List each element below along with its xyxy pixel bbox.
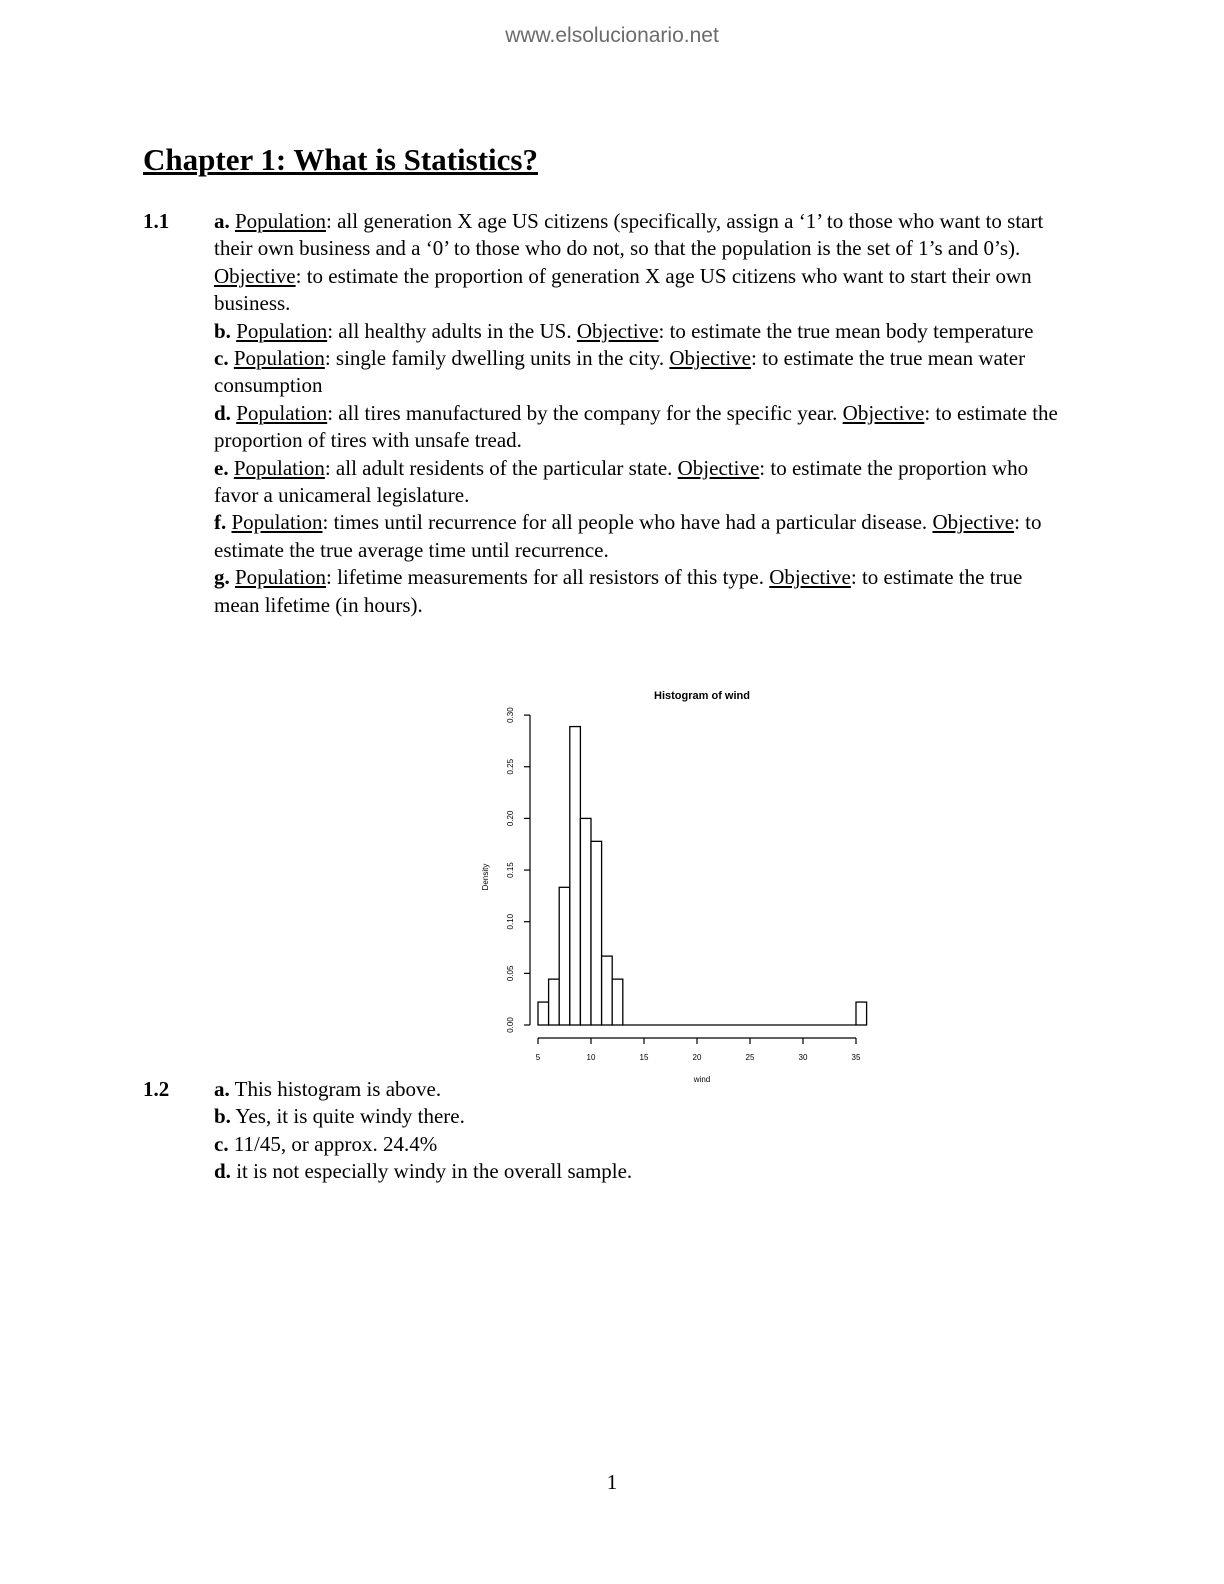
y-tick-label: 0.05 (506, 965, 515, 982)
y-tick-label: 0.00 (506, 1017, 515, 1033)
y-tick-label: 0.15 (506, 862, 515, 878)
answer-part (214, 509, 1064, 564)
objective-text: : to estimate the proportion of tires with unsafe tread. (214, 400, 1058, 453)
part-letter: c. (214, 1131, 229, 1156)
page-number: 1 (606, 1470, 618, 1494)
population-label: Population (231, 510, 323, 535)
answer-text: This histogram is above. (229, 1077, 442, 1101)
answer-part (214, 345, 1064, 400)
population-text: : lifetime measurements for all resistors of this type. (326, 565, 770, 590)
histogram-bar (570, 727, 581, 1025)
objective-label: Objective (932, 510, 1015, 535)
population-label: Population (235, 565, 327, 590)
answer-part (214, 1076, 1064, 1103)
answer-part (214, 1131, 1064, 1158)
y-tick-label: 0.20 (506, 810, 515, 827)
objective-text: : to estimate the true mean body temperature (658, 318, 1034, 343)
objective-label: Objective (769, 565, 851, 590)
objective-label: Objective (214, 263, 296, 288)
problem-number: 1.1 (143, 209, 170, 233)
objective-label: Objective (669, 346, 751, 371)
histogram-bar (559, 887, 570, 1025)
objective-label: Objective (576, 318, 659, 343)
part-letter: d. (214, 400, 231, 425)
x-tick-label: 20 (692, 1053, 702, 1062)
part-letter: d. (214, 1159, 231, 1184)
population-label: Population (235, 209, 327, 233)
objective-text: : to estimate the true average time until recurrence. (214, 510, 1042, 562)
objective-text: : to estimate the proportion who favor a unicameral legislature. (214, 455, 1029, 508)
x-tick-label: 30 (798, 1053, 808, 1062)
objective-text: : to estimate the true mean lifetime (in hours). (214, 565, 1023, 617)
answer-text: Yes, it is quite windy there. (230, 1104, 465, 1129)
histogram-bar (549, 979, 560, 1025)
population-text: : all generation X age US citizens (specifically, assign a ‘1’ to those who want to start their own business and a ‘0’ to those who do not, so that the population is the set of 1’s and 0’s). (214, 209, 1044, 261)
watermark: www.elsolucionario.net (505, 24, 719, 47)
x-tick-label: 35 (851, 1053, 861, 1062)
answer-part (214, 564, 1064, 619)
problem-number: 1.2 (143, 1077, 170, 1101)
x-axis-label: wind (693, 1075, 711, 1084)
answer-part (214, 455, 1064, 510)
y-axis-label: Density (481, 863, 490, 891)
histogram-svg (470, 680, 890, 1100)
y-tick-label: 0.10 (506, 913, 515, 930)
population-text: : all tires manufactured by the company for the specific year. (327, 400, 843, 425)
problem-body (214, 208, 1064, 619)
part-letter: a. (214, 209, 230, 233)
population-text: : times until recurrence for all people who have had a particular disease. (322, 510, 933, 535)
part-letter: e. (214, 455, 229, 480)
y-tick-label: 0.30 (506, 707, 515, 723)
answer-part (214, 318, 1064, 345)
population-text: : single family dwelling units in the city. (324, 346, 670, 371)
answer-part (214, 208, 1064, 318)
problem-body (214, 1076, 1064, 1186)
histogram-bar (538, 1002, 549, 1025)
part-letter: a. (214, 1077, 230, 1101)
part-letter: g. (214, 565, 230, 590)
population-label: Population (236, 318, 328, 343)
histogram-bar (580, 818, 591, 1025)
x-tick-label: 5 (535, 1053, 541, 1062)
histogram-bar (856, 1002, 867, 1025)
answer-part (214, 1103, 1064, 1130)
objective-text: : to estimate the proportion of generation X age US citizens who want to start their own business. (214, 263, 1032, 316)
chapter-title: Chapter 1: What is Statistics? (143, 142, 538, 177)
population-label: Population (233, 455, 325, 480)
answer-part (214, 1158, 1064, 1185)
population-label: Population (233, 346, 325, 371)
objective-text: : to estimate the true mean water consumption (214, 346, 1026, 398)
x-tick-label: 25 (745, 1053, 755, 1062)
objective-label: Objective (677, 455, 760, 480)
population-text: : all healthy adults in the US. (327, 318, 577, 343)
part-letter: f. (214, 510, 227, 535)
histogram-chart (470, 680, 890, 1100)
objective-label: Objective (842, 400, 925, 425)
answer-text: 11/45, or approx. 24.4% (228, 1131, 438, 1156)
x-tick-label: 15 (639, 1053, 649, 1062)
population-text: : all adult residents of the particular state. (324, 455, 678, 480)
histogram-bar (602, 956, 613, 1025)
answer-text: it is not especially windy in the overall sample. (230, 1159, 633, 1184)
y-tick-label: 0.25 (506, 758, 515, 775)
x-tick-label: 10 (586, 1053, 596, 1062)
part-letter: b. (214, 318, 231, 343)
population-label: Population (236, 400, 328, 425)
histogram-bar (612, 979, 623, 1025)
answer-part (214, 400, 1064, 455)
part-letter: b. (214, 1104, 231, 1129)
chart-title: Histogram of wind (654, 690, 750, 702)
part-letter: c. (214, 346, 229, 371)
histogram-bar (591, 841, 602, 1025)
